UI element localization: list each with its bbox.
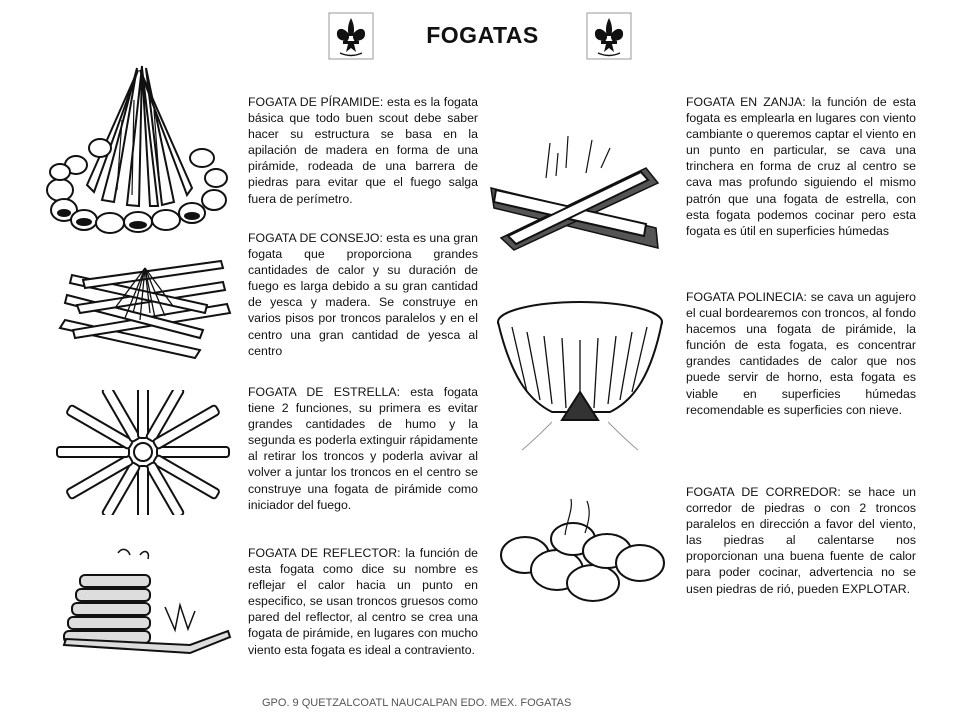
polynesian-campfire-heading: FOGATA POLINECIA (686, 290, 804, 304)
reflector-campfire-illustration (50, 545, 240, 685)
star-campfire-heading: FOGATA DE ESTRELLA (248, 385, 397, 399)
council-campfire-illustration (55, 258, 235, 368)
page-title: FOGATAS (426, 22, 539, 48)
scout-emblem-right-icon (586, 12, 632, 60)
corridor-campfire-illustration (495, 495, 675, 605)
polynesian-campfire-illustration (492, 292, 667, 452)
pyramid-campfire-heading: FOGATA DE PÍRAMIDE (248, 95, 380, 109)
trench-campfire-body: : la función de esta fogata es emplearla en lugares con viento cambiante o queremos captar el viento en un punto en particular, se cava una trinchera en forma de cruz al centro se cava mas profundo siguiendo el mismo patrón que una fogata de estrella, con esta fogata podemos cocinar pero esta fogata es útil en superficies húmedas (686, 95, 916, 238)
council-campfire-heading: FOGATA DE CONSEJO (248, 231, 380, 245)
reflector-campfire-text (248, 545, 478, 658)
council-campfire-text (248, 230, 478, 359)
corridor-campfire-text (686, 484, 916, 597)
pyramid-campfire-text (248, 94, 478, 207)
star-campfire-text (248, 384, 478, 513)
pyramid-campfire-body: : esta es la fogata básica que todo buen scout debe saber hacer su estructura se basa en la apilación de madera en forma de una pirámide, rodeada de una barrera de piedras para evitar que el fuego salga fuera de perímetro. (248, 95, 478, 206)
scout-emblem-left-icon (328, 12, 374, 60)
council-campfire-body: : esta es una gran fogata que proporciona grandes cantidades de calor y su duración de fuego es larga debido a su gran cantidad de yesca y madera. Se construye en varios pisos por troncos paralelos y en el centro una gran cantidad de yesca al centro (248, 231, 478, 358)
trench-campfire-illustration (486, 128, 666, 263)
star-campfire-illustration (55, 390, 230, 515)
reflector-campfire-body: : la función de esta fogata como dice su nombre es reflejar el calor hacia un punto en especifico, se usan troncos gruesos como pared del reflector, al centro se crea una fogata de pirámide, en lugares con mucho viento esta fogata es ideal a contraviento. (248, 546, 478, 657)
polynesian-campfire-text (686, 289, 916, 418)
reflector-campfire-heading: FOGATA DE REFLECTOR (248, 546, 398, 560)
corridor-campfire-heading: FOGATA DE CORREDOR (686, 485, 838, 499)
pyramid-campfire-illustration (42, 60, 237, 235)
page-footer: GPO. 9 QUETZALCOATL NAUCALPAN EDO. MEX. FOGATAS (262, 697, 572, 709)
star-campfire-body: : esta fogata tiene 2 funciones, su primera es evitar grandes cantidades de humo y la segunda es poderla extinguir rápidamente al retirar los troncos y poderla avivar al volver a juntar los troncos en el centro se construye una fogata de pirámide como iniciador del fuego. (248, 385, 478, 512)
trench-campfire-heading: FOGATA EN ZANJA (686, 95, 803, 109)
corridor-campfire-body: : se hace un corredor de piedras o con 2 troncos paralelos en dirección a favor del viento, las piedras al calentarse nos proporcionan una buena fuente de calor para poder cocinar, advertencia no se usen piedras de rió, pueden (686, 485, 916, 596)
trench-campfire-text (686, 94, 916, 239)
polynesian-campfire-body: : se cava un agujero el cual bordearemos con troncos, al fondo hacemos una fogata de pirámide, la función de esta fogata, es concentrar grandes cantidades de calor que nos puede servir de horno, esta fogata es viable en superficies húmedas recomendable es superficies con nieve. (686, 290, 916, 417)
corridor-campfire-warning: EXPLOTAR. (841, 581, 910, 596)
